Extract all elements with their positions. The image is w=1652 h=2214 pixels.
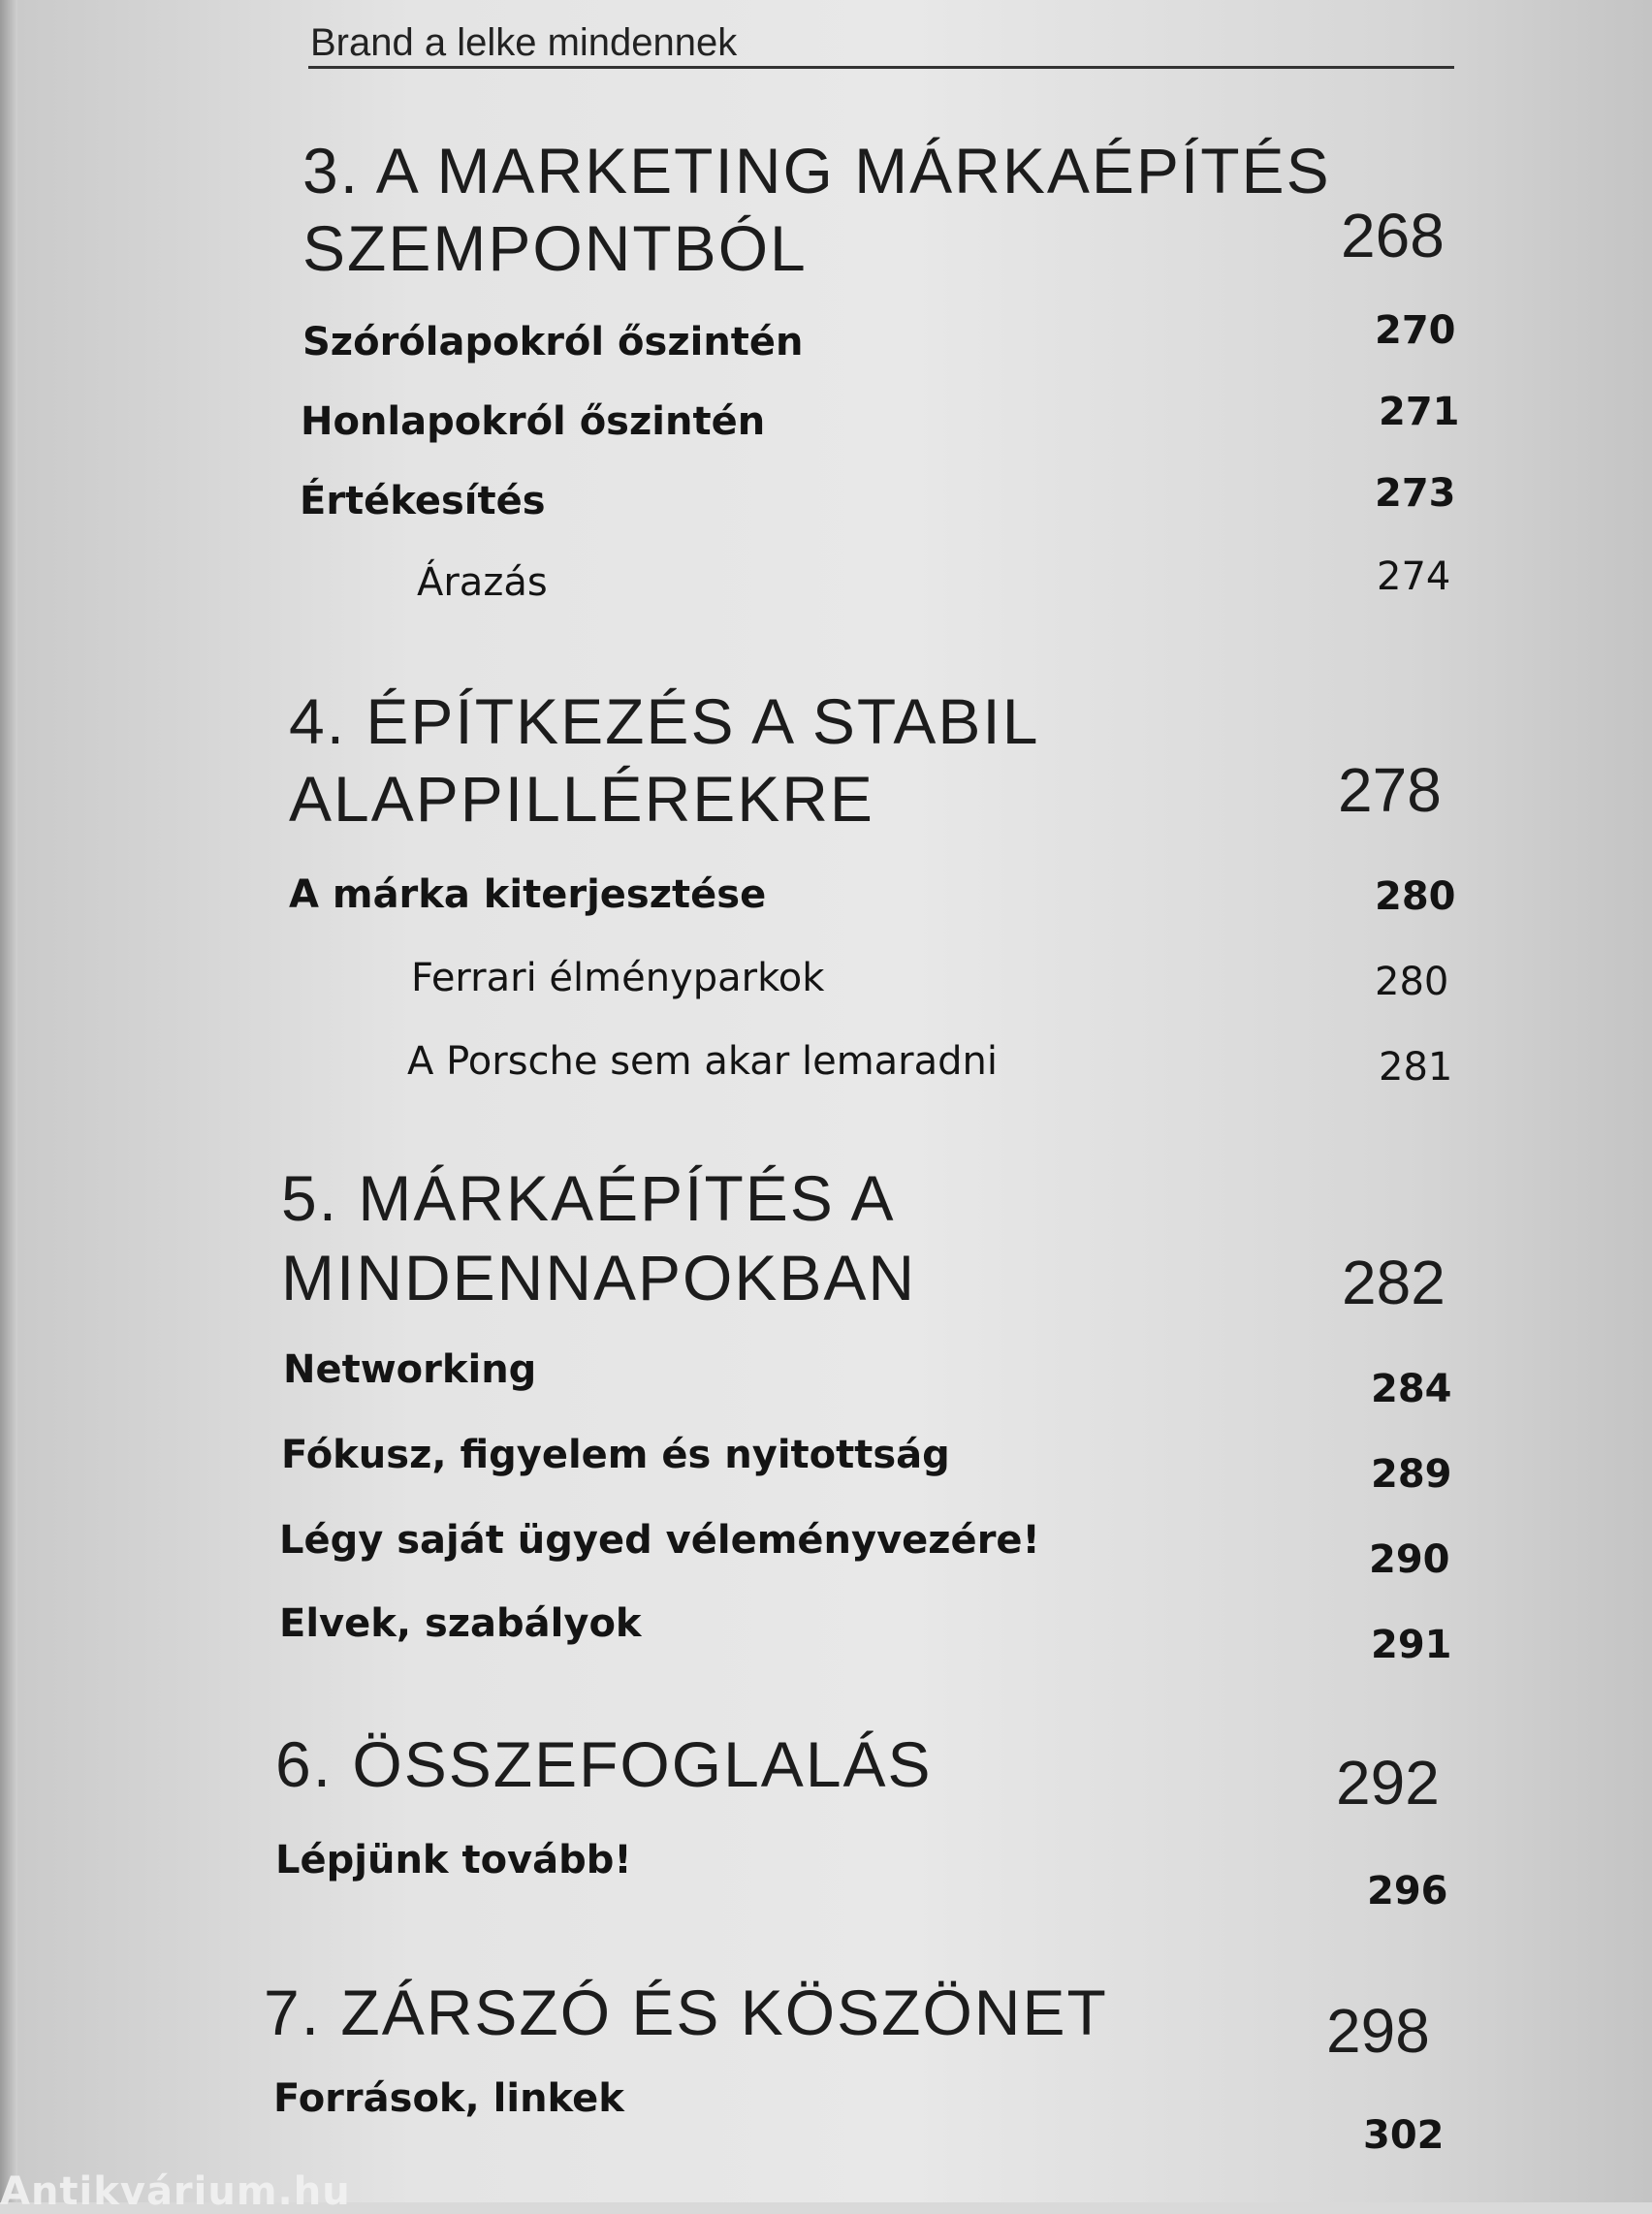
toc-entry-page: 289 (1371, 1452, 1452, 1497)
toc-entry: Légy saját ügyed véleményvezére! (279, 1518, 1040, 1563)
toc-entry-page: 302 (1363, 2113, 1445, 2158)
toc-subentry: Ferrari élményparkok (411, 956, 825, 1000)
chapter-3-page: 268 (1341, 201, 1445, 270)
chapter-5-title-line-1: 5. MÁRKAÉPÍTÉS A (281, 1162, 896, 1234)
toc-entry: Lépjünk tovább! (275, 1838, 632, 1882)
toc-entry-page: 291 (1371, 1623, 1452, 1667)
chapter-4-title-line-1: 4. ÉPÍTKEZÉS A STABIL (289, 685, 1040, 757)
chapter-7-page: 298 (1326, 1996, 1430, 2066)
chapter-5-title-line-2: MINDENNAPOKBAN (281, 1242, 917, 1313)
toc-entry-page: 280 (1375, 874, 1456, 919)
header-rule (308, 66, 1454, 69)
chapter-5-page: 282 (1342, 1248, 1446, 1317)
toc-entry: Honlapokról őszintén (301, 399, 766, 444)
chapter-4-title-line-2: ALAPPILLÉREKRE (289, 763, 874, 835)
toc-entry-page: 284 (1371, 1367, 1452, 1411)
chapter-3-title-line-2: SZEMPONTBÓL (302, 212, 808, 284)
toc-entry: Fókusz, figyelem és nyitottság (281, 1433, 950, 1477)
toc-entry-page: 273 (1375, 471, 1456, 516)
toc-entry-page: 296 (1367, 1869, 1448, 1914)
watermark-text: Antikvárium.hu (0, 2169, 351, 2214)
toc-subentry: A Porsche sem akar lemaradni (407, 1039, 998, 1084)
toc-entry-page: 270 (1375, 308, 1456, 353)
toc-entry: A márka kiterjesztése (289, 872, 767, 917)
toc-entry-page: 271 (1379, 390, 1460, 434)
toc-subentry-page: 274 (1377, 554, 1451, 599)
toc-entry: Értékesítés (300, 479, 546, 523)
running-head: Brand a lelke mindennek (310, 21, 738, 64)
chapter-7-title: 7. ZÁRSZÓ ÉS KÖSZÖNET (264, 1977, 1108, 2048)
toc-subentry: Árazás (417, 560, 548, 605)
toc-entry: Elvek, szabályok (279, 1601, 642, 1646)
toc-subentry-page: 280 (1375, 960, 1449, 1004)
chapter-3-title-line-1: 3. A MARKETING MÁRKAÉPÍTÉS (302, 135, 1331, 206)
chapter-6-title: 6. ÖSSZEFOGLALÁS (275, 1728, 933, 1800)
toc-entry: Szórólapokról őszintén (302, 320, 804, 364)
page-spine-shadow (0, 0, 17, 2202)
toc-subentry-page: 281 (1379, 1045, 1453, 1090)
chapter-4-page: 278 (1338, 755, 1442, 825)
toc-entry: Networking (283, 1347, 537, 1392)
chapter-6-page: 292 (1336, 1748, 1440, 1818)
toc-entry: Források, linkek (273, 2076, 624, 2121)
toc-entry-page: 290 (1369, 1537, 1450, 1582)
